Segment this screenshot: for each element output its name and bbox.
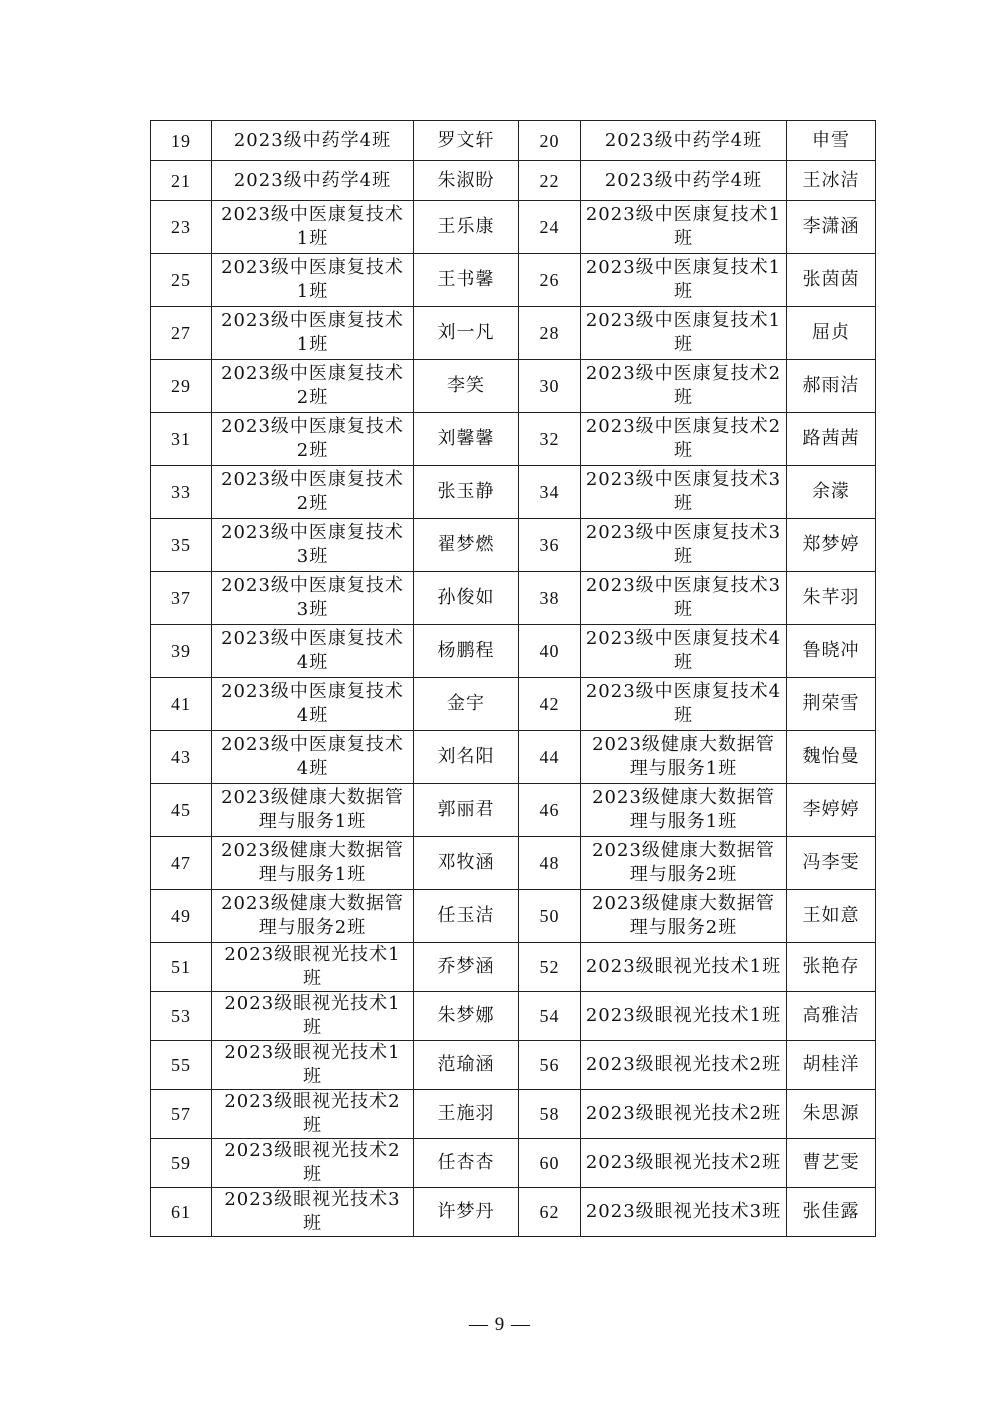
row-number-cell: 32 [519,413,581,466]
row-number-cell: 20 [519,121,581,161]
class-name-cell: 2023级中医康复技术2班 [212,413,414,466]
table-row [151,731,876,784]
student-name-cell: 许梦丹 [414,1188,519,1237]
class-name-cell: 2023级中医康复技术4班 [212,731,414,784]
class-name-cell: 2023级中医康复技术3班 [212,572,414,625]
table-row [151,121,876,161]
row-number-cell: 25 [151,254,212,307]
student-name-cell: 王施羽 [414,1090,519,1139]
student-name-cell: 金宇 [414,678,519,731]
class-name-cell: 2023级中医康复技术3班 [212,519,414,572]
class-name-cell: 2023级中医康复技术2班 [212,466,414,519]
row-number-cell: 52 [519,943,581,992]
class-name-cell: 2023级中药学4班 [581,121,787,161]
student-name-cell: 冯李雯 [787,837,876,890]
class-name-cell: 2023级中医康复技术2班 [212,360,414,413]
row-number-cell: 48 [519,837,581,890]
row-number-cell: 42 [519,678,581,731]
row-number-cell: 34 [519,466,581,519]
row-number-cell: 58 [519,1090,581,1139]
class-name-cell: 2023级眼视光技术1班 [212,1041,414,1090]
class-name-cell: 2023级健康大数据管理与服务2班 [581,890,787,943]
table-row [151,360,876,413]
class-name-cell: 2023级眼视光技术1班 [212,992,414,1041]
row-number-cell: 55 [151,1041,212,1090]
student-name-cell: 邓牧涵 [414,837,519,890]
student-name-cell: 朱淑盼 [414,161,519,201]
class-name-cell: 2023级健康大数据管理与服务1班 [212,837,414,890]
student-name-cell: 刘名阳 [414,731,519,784]
student-name-cell: 张茵茵 [787,254,876,307]
class-name-cell: 2023级中医康复技术2班 [581,360,787,413]
student-name-cell: 王如意 [787,890,876,943]
class-name-cell: 2023级中医康复技术4班 [581,678,787,731]
table-row [151,413,876,466]
student-roster-table [150,120,876,1237]
row-number-cell: 22 [519,161,581,201]
row-number-cell: 62 [519,1188,581,1237]
row-number-cell: 26 [519,254,581,307]
row-number-cell: 43 [151,731,212,784]
table-row [151,254,876,307]
class-name-cell: 2023级健康大数据管理与服务2班 [212,890,414,943]
class-name-cell: 2023级中医康复技术1班 [581,201,787,254]
student-name-cell: 朱芊羽 [787,572,876,625]
class-name-cell: 2023级中医康复技术1班 [581,254,787,307]
row-number-cell: 44 [519,731,581,784]
student-name-cell: 张玉静 [414,466,519,519]
class-name-cell: 2023级健康大数据管理与服务1班 [581,731,787,784]
student-name-cell: 范瑜涵 [414,1041,519,1090]
class-name-cell: 2023级健康大数据管理与服务1班 [581,784,787,837]
row-number-cell: 41 [151,678,212,731]
class-name-cell: 2023级中医康复技术1班 [581,307,787,360]
student-name-cell: 李婷婷 [787,784,876,837]
student-name-cell: 屈贞 [787,307,876,360]
student-name-cell: 郭丽君 [414,784,519,837]
table-row [151,837,876,890]
row-number-cell: 53 [151,992,212,1041]
table-row [151,678,876,731]
student-name-cell: 孙俊如 [414,572,519,625]
table-row [151,1139,876,1188]
student-name-cell: 张艳存 [787,943,876,992]
student-name-cell: 翟梦燃 [414,519,519,572]
table-row [151,890,876,943]
student-name-cell: 朱思源 [787,1090,876,1139]
class-name-cell: 2023级眼视光技术3班 [581,1188,787,1237]
class-name-cell: 2023级中医康复技术3班 [581,572,787,625]
class-name-cell: 2023级中医康复技术4班 [212,678,414,731]
class-name-cell: 2023级健康大数据管理与服务2班 [581,837,787,890]
class-name-cell: 2023级眼视光技术2班 [581,1090,787,1139]
row-number-cell: 27 [151,307,212,360]
student-name-cell: 刘一凡 [414,307,519,360]
row-number-cell: 30 [519,360,581,413]
student-name-cell: 王冰洁 [787,161,876,201]
class-name-cell: 2023级眼视光技术2班 [581,1139,787,1188]
student-name-cell: 王书馨 [414,254,519,307]
class-name-cell: 2023级眼视光技术3班 [212,1188,414,1237]
table-row [151,201,876,254]
row-number-cell: 36 [519,519,581,572]
class-name-cell: 2023级眼视光技术2班 [212,1090,414,1139]
table-row [151,519,876,572]
row-number-cell: 33 [151,466,212,519]
student-name-cell: 余濛 [787,466,876,519]
table-row [151,307,876,360]
class-name-cell: 2023级中医康复技术3班 [581,466,787,519]
student-name-cell: 罗文轩 [414,121,519,161]
class-name-cell: 2023级中药学4班 [212,161,414,201]
student-name-cell: 刘馨馨 [414,413,519,466]
class-name-cell: 2023级眼视光技术1班 [581,943,787,992]
class-name-cell: 2023级中医康复技术1班 [212,254,414,307]
class-name-cell: 2023级中药学4班 [581,161,787,201]
row-number-cell: 46 [519,784,581,837]
student-name-cell: 李潇涵 [787,201,876,254]
class-name-cell: 2023级中医康复技术3班 [581,519,787,572]
student-name-cell: 魏怡曼 [787,731,876,784]
table-row [151,1041,876,1090]
row-number-cell: 59 [151,1139,212,1188]
student-name-cell: 郝雨洁 [787,360,876,413]
table-row [151,784,876,837]
student-name-cell: 鲁晓冲 [787,625,876,678]
class-name-cell: 2023级中医康复技术1班 [212,201,414,254]
roster-body [151,121,876,1237]
student-name-cell: 王乐康 [414,201,519,254]
row-number-cell: 39 [151,625,212,678]
row-number-cell: 61 [151,1188,212,1237]
row-number-cell: 57 [151,1090,212,1139]
row-number-cell: 38 [519,572,581,625]
student-name-cell: 荆荣雪 [787,678,876,731]
student-name-cell: 李笑 [414,360,519,413]
row-number-cell: 29 [151,360,212,413]
row-number-cell: 37 [151,572,212,625]
row-number-cell: 54 [519,992,581,1041]
class-name-cell: 2023级眼视光技术2班 [581,1041,787,1090]
table-row [151,161,876,201]
student-name-cell: 曹艺雯 [787,1139,876,1188]
student-name-cell: 朱梦娜 [414,992,519,1041]
table-row [151,992,876,1041]
class-name-cell: 2023级中医康复技术4班 [581,625,787,678]
student-name-cell: 乔梦涵 [414,943,519,992]
row-number-cell: 19 [151,121,212,161]
class-name-cell: 2023级中医康复技术4班 [212,625,414,678]
row-number-cell: 35 [151,519,212,572]
student-name-cell: 任杏杏 [414,1139,519,1188]
row-number-cell: 28 [519,307,581,360]
row-number-cell: 45 [151,784,212,837]
table-row [151,572,876,625]
row-number-cell: 51 [151,943,212,992]
student-name-cell: 高雅洁 [787,992,876,1041]
class-name-cell: 2023级眼视光技术2班 [212,1139,414,1188]
table-row [151,1188,876,1237]
row-number-cell: 49 [151,890,212,943]
row-number-cell: 47 [151,837,212,890]
table-row [151,1090,876,1139]
row-number-cell: 40 [519,625,581,678]
row-number-cell: 23 [151,201,212,254]
student-name-cell: 申雪 [787,121,876,161]
table-row [151,625,876,678]
student-name-cell: 杨鹏程 [414,625,519,678]
class-name-cell: 2023级眼视光技术1班 [212,943,414,992]
class-name-cell: 2023级健康大数据管理与服务1班 [212,784,414,837]
student-name-cell: 路茜茜 [787,413,876,466]
row-number-cell: 31 [151,413,212,466]
row-number-cell: 60 [519,1139,581,1188]
class-name-cell: 2023级中医康复技术2班 [581,413,787,466]
student-name-cell: 张佳露 [787,1188,876,1237]
row-number-cell: 24 [519,201,581,254]
table-row [151,943,876,992]
row-number-cell: 21 [151,161,212,201]
row-number-cell: 56 [519,1041,581,1090]
class-name-cell: 2023级中药学4班 [212,121,414,161]
table-row [151,466,876,519]
page-number: — 9 — [469,1314,531,1335]
class-name-cell: 2023级眼视光技术1班 [581,992,787,1041]
student-name-cell: 任玉洁 [414,890,519,943]
row-number-cell: 50 [519,890,581,943]
student-name-cell: 郑梦婷 [787,519,876,572]
student-name-cell: 胡桂洋 [787,1041,876,1090]
class-name-cell: 2023级中医康复技术1班 [212,307,414,360]
